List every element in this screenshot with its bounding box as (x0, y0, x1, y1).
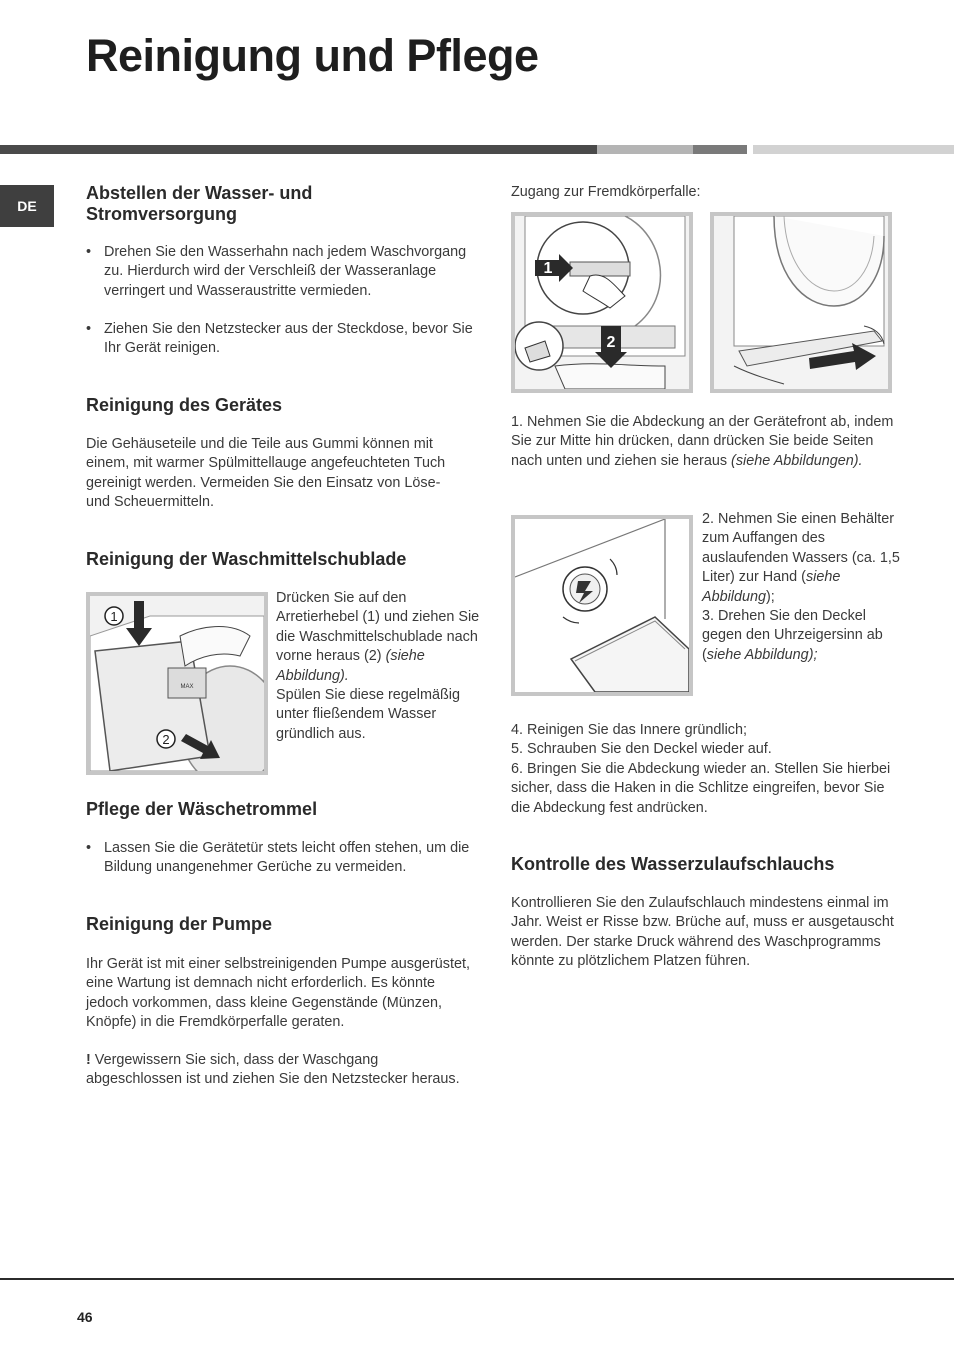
step-1 (511, 413, 896, 471)
drawer-label-2: 2 (162, 732, 170, 747)
text-schublade-b: Spülen Sie diese regelmäßig unter fließendem Wasser gründlich aus. (276, 687, 460, 742)
step-1-text: 1. Nehmen Sie die Abdeckung an der Gerätefront ab, indem Sie zur Mitte hin drücken, dann drücken Sie beide Seiten nach unten und ziehen sie heraus (511, 414, 894, 469)
cap-figure (511, 515, 693, 696)
cover-removal-illustration (515, 216, 689, 389)
warning-mark: ! (86, 1052, 91, 1068)
cover-removal-figure (511, 212, 693, 393)
footer-rule (0, 1278, 954, 1280)
language-tab: DE (0, 185, 54, 227)
drawer-figure (86, 592, 268, 775)
header-bar-dark (0, 145, 597, 154)
step-2-text: 2. Nehmen Sie einen Behälter zum Auffangen des auslaufenden Wassers (ca. 1,5 Liter) zur Hand ( (702, 511, 900, 586)
step-6: 6. Bringen Sie die Abdeckung wieder an. Stellen Sie hierbei sicher, dass die Haken in die Schlitze eingreifen, bevor Sie die Abdeckung fest andrücken. (511, 760, 891, 816)
text-zulaufschlauch: Kontrollieren Sie den Zulaufschlauch mindestens einmal im Jahr. Weist er Risse bzw. Brüche auf, muss er ausgetauscht werden. Der starke Druck während des Waschprogramms könnte zu plötzlichem Platzen führen. (511, 895, 894, 970)
step-3-ref: siehe Abbildung (706, 646, 809, 663)
warning-text: Vergewissern Sie sich, dass der Waschgang abgeschlossen ist und ziehen Sie den Netzstecker heraus. (86, 1052, 460, 1088)
heading-schublade: Reinigung der Waschmittelschublade (86, 549, 407, 569)
step-1-ref: (siehe Abbildungen). (731, 452, 863, 469)
text-schublade-a: Drücken Sie auf den Arretierhebel (1) und ziehen Sie die Waschmittelschublade nach vorne heraus (2) (276, 590, 480, 665)
bullet-netzstecker: • Ziehen Sie den Netzstecker aus der Steckdose, bevor Sie Ihr Gerät reinigen. (86, 320, 476, 359)
cover-pull-figure (710, 212, 892, 393)
page-title: Reinigung und Pflege (86, 30, 539, 81)
drawer-label-1: 1 (110, 609, 118, 624)
text-schublade (276, 589, 481, 744)
bullet-geraetetuer: • Lassen Sie die Gerätetür stets leicht offen stehen, um die Bildung unangenehmer Gerüche zu vermeiden. (86, 839, 476, 878)
step-3-end: ); (808, 646, 818, 663)
header-bar-pale (753, 145, 954, 154)
cap-illustration (515, 519, 689, 692)
steps-4-6 (511, 721, 903, 818)
page-number: 46 (77, 1309, 93, 1325)
step-2-ref: siehe Abbildung (702, 569, 841, 605)
cover-label-2: 2 (606, 334, 616, 351)
step-2-3 (702, 510, 902, 665)
heading-pumpe: Reinigung der Pumpe (86, 914, 273, 934)
cover-pull-illustration (714, 216, 888, 389)
step-2-end: ); (766, 588, 775, 605)
heading-wasser-strom: Abstellen der Wasser- und Stromversorgung (86, 183, 313, 224)
text-zugang: Zugang zur Fremdkörperfalle: (511, 184, 701, 200)
heading-trommel: Pflege der Wäschetrommel (86, 799, 318, 819)
cover-label-1: 1 (543, 260, 553, 277)
step-5: 5. Schrauben Sie den Deckel wieder auf. (511, 741, 772, 758)
heading-zulaufschlauch: Kontrolle des Wasserzulaufschlauchs (511, 854, 835, 874)
text-geraet: Die Gehäuseteile und die Teile aus Gummi können mit einem, mit warmer Spülmittellauge angefeuchteten Tuch gereinigt werden. Vermeiden Sie den Einsatz von Löse- und Scheuermitteln. (86, 436, 446, 511)
drawer-illustration (90, 596, 264, 771)
step-4: 4. Reinigen Sie das Innere gründlich; (511, 722, 747, 738)
step-3-text: 3. Drehen Sie den Deckel gegen den Uhrzeigersinn ab ( (702, 608, 883, 663)
text-pumpe: Ihr Gerät ist mit einer selbstreinigenden Pumpe ausgerüstet, eine Wartung ist demnach nicht erforderlich. Es könnte jedoch vorkommen, dass kleine Gegenstände (Münzen, Knöpfe) in die Fremdkörperfalle geraten. (86, 956, 470, 1031)
warning-pumpe (86, 1051, 471, 1090)
heading-geraet: Reinigung des Gerätes (86, 395, 283, 415)
header-bar-mid (693, 145, 747, 154)
text-schublade-ref: (siehe Abbildung). (276, 648, 425, 684)
bullet-wasserhahn: • Drehen Sie den Wasserhahn nach jedem Waschvorgang zu. Hierdurch wird der Verschleiß der Wasseranlage verringert und Wasseraustritte vermieden. (86, 243, 476, 301)
header-bar-light (597, 145, 693, 154)
drawer-label-max: MAX (180, 684, 194, 690)
